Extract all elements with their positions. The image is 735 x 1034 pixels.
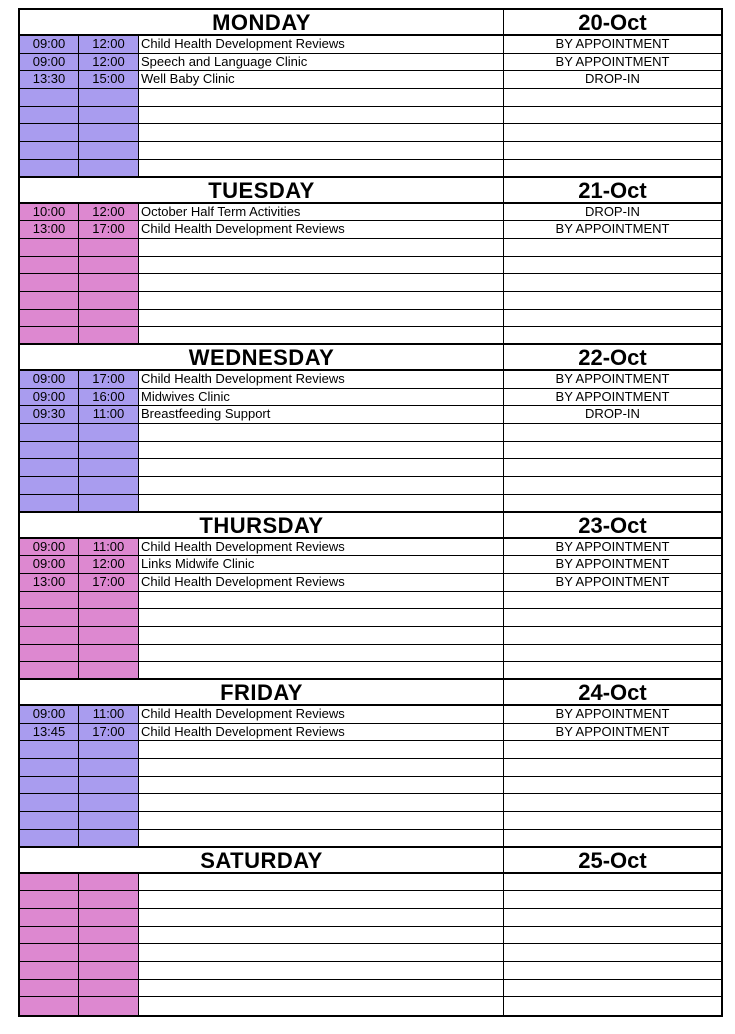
session-row (20, 874, 721, 892)
end-time-cell (79, 495, 139, 511)
day-header (20, 680, 721, 706)
start-time-cell (20, 292, 79, 309)
start-time-cell: 09:00 (20, 371, 79, 388)
session-row (20, 627, 721, 645)
activity-cell (139, 794, 504, 811)
activity-cell: Well Baby Clinic (139, 71, 504, 88)
end-time-cell (79, 794, 139, 811)
end-time-cell (79, 592, 139, 609)
session-row (20, 327, 721, 345)
end-time-cell (79, 997, 139, 1015)
attendance-type-cell: DROP-IN (585, 71, 640, 87)
session-row (20, 204, 721, 222)
activity-cell (139, 777, 504, 794)
start-time-cell (20, 759, 79, 776)
start-time-cell (20, 107, 79, 124)
start-time-cell: 13:45 (20, 724, 79, 741)
attendance-type-cell: BY APPOINTMENT (555, 573, 670, 589)
end-time-cell: 12:00 (79, 556, 139, 573)
end-time-cell (79, 645, 139, 662)
start-time-cell (20, 874, 79, 891)
attendance-type-cell (504, 495, 721, 511)
day-header (20, 513, 721, 539)
activity-cell (139, 310, 504, 327)
attendance-type-cell (504, 927, 721, 944)
session-row (20, 257, 721, 275)
day-name: THURSDAY (20, 513, 504, 537)
activity-cell: October Half Term Activities (139, 204, 504, 221)
start-time-cell (20, 891, 79, 908)
activity-cell (139, 944, 504, 961)
activity-cell (139, 142, 504, 159)
start-time-cell (20, 944, 79, 961)
end-time-cell: 12:00 (79, 54, 139, 71)
session-row (20, 89, 721, 107)
end-time-cell (79, 257, 139, 274)
activity-cell (139, 997, 504, 1015)
activity-cell (139, 327, 504, 343)
day-section-saturday (20, 848, 721, 1016)
end-time-cell: 11:00 (79, 539, 139, 556)
day-date: 23-Oct (578, 512, 647, 538)
session-row (20, 980, 721, 998)
start-time-cell: 13:00 (20, 574, 79, 591)
day-date: 24-Oct (578, 680, 647, 705)
session-row (20, 406, 721, 424)
attendance-type-cell (504, 962, 721, 979)
start-time-cell: 09:00 (20, 389, 79, 406)
end-time-cell (79, 327, 139, 343)
session-row (20, 310, 721, 328)
start-time-cell (20, 495, 79, 511)
end-time-cell: 12:00 (79, 36, 139, 53)
activity-cell: Child Health Development Reviews (139, 539, 504, 556)
day-name: WEDNESDAY (20, 345, 504, 369)
session-row (20, 891, 721, 909)
attendance-type-cell (504, 997, 721, 1015)
start-time-cell (20, 310, 79, 327)
activity-cell (139, 891, 504, 908)
session-row (20, 477, 721, 495)
session-row (20, 741, 721, 759)
day-name: SATURDAY (20, 848, 504, 872)
end-time-cell: 15:00 (79, 71, 139, 88)
attendance-type-cell (504, 424, 721, 441)
end-time-cell (79, 741, 139, 758)
session-row (20, 794, 721, 812)
weekly-timetable (18, 8, 723, 1017)
start-time-cell (20, 124, 79, 141)
session-row (20, 221, 721, 239)
activity-cell (139, 627, 504, 644)
start-time-cell (20, 424, 79, 441)
attendance-type-cell (504, 592, 721, 609)
end-time-cell (79, 424, 139, 441)
activity-cell: Speech and Language Clinic (139, 54, 504, 71)
activity-cell (139, 662, 504, 678)
attendance-type-cell (504, 891, 721, 908)
end-time-cell (79, 292, 139, 309)
attendance-type-cell: DROP-IN (585, 203, 640, 219)
session-row (20, 944, 721, 962)
activity-cell (139, 257, 504, 274)
attendance-type-cell (504, 830, 721, 846)
attendance-type-cell (504, 609, 721, 626)
end-time-cell: 11:00 (79, 706, 139, 723)
activity-cell (139, 442, 504, 459)
end-time-cell (79, 477, 139, 494)
end-time-cell (79, 830, 139, 846)
day-name: TUESDAY (20, 178, 504, 202)
start-time-cell (20, 160, 79, 176)
start-time-cell (20, 89, 79, 106)
start-time-cell (20, 239, 79, 256)
end-time-cell (79, 274, 139, 291)
end-time-cell (79, 239, 139, 256)
attendance-type-cell (504, 257, 721, 274)
activity-cell (139, 495, 504, 511)
session-row (20, 36, 721, 54)
attendance-type-cell (504, 160, 721, 176)
session-row (20, 459, 721, 477)
start-time-cell (20, 645, 79, 662)
end-time-cell (79, 962, 139, 979)
attendance-type-cell (504, 442, 721, 459)
attendance-type-cell: DROP-IN (585, 406, 640, 422)
day-date: 22-Oct (578, 345, 647, 370)
start-time-cell (20, 980, 79, 997)
attendance-type-cell (504, 741, 721, 758)
session-row (20, 662, 721, 680)
start-time-cell (20, 830, 79, 846)
attendance-type-cell (504, 980, 721, 997)
attendance-type-cell (504, 477, 721, 494)
session-row (20, 160, 721, 178)
attendance-type-cell (504, 874, 721, 891)
attendance-type-cell (504, 292, 721, 309)
start-time-cell (20, 794, 79, 811)
activity-cell: Child Health Development Reviews (139, 221, 504, 238)
attendance-type-cell: BY APPOINTMENT (555, 388, 670, 404)
day-section-friday (20, 680, 721, 848)
activity-cell: Child Health Development Reviews (139, 574, 504, 591)
end-time-cell (79, 124, 139, 141)
day-section-wednesday (20, 345, 721, 513)
session-row (20, 609, 721, 627)
end-time-cell: 17:00 (79, 724, 139, 741)
end-time-cell (79, 310, 139, 327)
activity-cell: Midwives Clinic (139, 389, 504, 406)
session-row (20, 777, 721, 795)
activity-cell: Links Midwife Clinic (139, 556, 504, 573)
activity-cell (139, 239, 504, 256)
attendance-type-cell: BY APPOINTMENT (555, 538, 670, 554)
start-time-cell (20, 962, 79, 979)
day-date: 21-Oct (578, 177, 647, 203)
activity-cell (139, 89, 504, 106)
attendance-type-cell: BY APPOINTMENT (555, 706, 670, 721)
start-time-cell (20, 741, 79, 758)
end-time-cell (79, 160, 139, 176)
session-row (20, 909, 721, 927)
attendance-type-cell (504, 124, 721, 141)
end-time-cell: 17:00 (79, 221, 139, 238)
attendance-type-cell: BY APPOINTMENT (555, 53, 670, 69)
session-row (20, 927, 721, 945)
attendance-type-cell (504, 327, 721, 343)
session-rows (20, 36, 721, 178)
start-time-cell (20, 327, 79, 343)
activity-cell (139, 292, 504, 309)
day-header (20, 345, 721, 371)
session-rows (20, 539, 721, 681)
session-row (20, 442, 721, 460)
day-header (20, 10, 721, 36)
activity-cell: Child Health Development Reviews (139, 724, 504, 741)
end-time-cell (79, 442, 139, 459)
start-time-cell (20, 442, 79, 459)
activity-cell (139, 160, 504, 176)
attendance-type-cell (504, 662, 721, 678)
attendance-type-cell: BY APPOINTMENT (555, 556, 670, 572)
day-section-thursday (20, 513, 721, 681)
start-time-cell: 09:00 (20, 556, 79, 573)
end-time-cell: 12:00 (79, 204, 139, 221)
attendance-type-cell (504, 794, 721, 811)
session-row (20, 424, 721, 442)
start-time-cell: 13:30 (20, 71, 79, 88)
session-row (20, 830, 721, 848)
start-time-cell: 09:00 (20, 36, 79, 53)
session-row (20, 495, 721, 513)
day-header (20, 178, 721, 204)
activity-cell: Breastfeeding Support (139, 406, 504, 423)
activity-cell (139, 909, 504, 926)
start-time-cell: 09:00 (20, 706, 79, 723)
end-time-cell (79, 142, 139, 159)
attendance-type-cell (504, 777, 721, 794)
activity-cell (139, 741, 504, 758)
attendance-type-cell: BY APPOINTMENT (555, 371, 670, 386)
start-time-cell (20, 592, 79, 609)
activity-cell (139, 609, 504, 626)
activity-cell (139, 592, 504, 609)
session-row (20, 574, 721, 592)
start-time-cell (20, 812, 79, 829)
start-time-cell (20, 909, 79, 926)
activity-cell (139, 759, 504, 776)
end-time-cell (79, 107, 139, 124)
session-row (20, 239, 721, 257)
attendance-type-cell (504, 310, 721, 327)
start-time-cell: 09:30 (20, 406, 79, 423)
end-time-cell (79, 891, 139, 908)
session-row (20, 142, 721, 160)
activity-cell (139, 459, 504, 476)
day-name: FRIDAY (20, 680, 504, 704)
activity-cell (139, 274, 504, 291)
session-rows (20, 204, 721, 346)
activity-cell (139, 812, 504, 829)
session-row (20, 539, 721, 557)
end-time-cell (79, 927, 139, 944)
day-section-monday (20, 10, 721, 178)
end-time-cell (79, 812, 139, 829)
day-header (20, 848, 721, 874)
activity-cell: Child Health Development Reviews (139, 706, 504, 723)
attendance-type-cell (504, 944, 721, 961)
activity-cell (139, 962, 504, 979)
session-row (20, 124, 721, 142)
session-row (20, 645, 721, 663)
start-time-cell (20, 997, 79, 1015)
end-time-cell: 17:00 (79, 371, 139, 388)
session-row (20, 107, 721, 125)
start-time-cell: 10:00 (20, 204, 79, 221)
session-row (20, 812, 721, 830)
session-row (20, 274, 721, 292)
end-time-cell (79, 777, 139, 794)
activity-cell (139, 424, 504, 441)
activity-cell (139, 124, 504, 141)
activity-cell: Child Health Development Reviews (139, 36, 504, 53)
start-time-cell: 13:00 (20, 221, 79, 238)
session-row (20, 592, 721, 610)
start-time-cell (20, 257, 79, 274)
activity-cell (139, 830, 504, 846)
start-time-cell (20, 477, 79, 494)
attendance-type-cell (504, 274, 721, 291)
activity-cell (139, 927, 504, 944)
start-time-cell: 09:00 (20, 539, 79, 556)
activity-cell: Child Health Development Reviews (139, 371, 504, 388)
attendance-type-cell: BY APPOINTMENT (555, 723, 670, 739)
attendance-type-cell (504, 89, 721, 106)
end-time-cell (79, 627, 139, 644)
attendance-type-cell (504, 459, 721, 476)
activity-cell (139, 477, 504, 494)
end-time-cell (79, 609, 139, 626)
end-time-cell (79, 944, 139, 961)
session-rows (20, 874, 721, 1016)
session-row (20, 371, 721, 389)
attendance-type-cell (504, 909, 721, 926)
start-time-cell (20, 927, 79, 944)
activity-cell (139, 645, 504, 662)
session-rows (20, 706, 721, 848)
attendance-type-cell (504, 812, 721, 829)
end-time-cell (79, 980, 139, 997)
attendance-type-cell: BY APPOINTMENT (555, 36, 670, 51)
end-time-cell (79, 459, 139, 476)
attendance-type-cell (504, 645, 721, 662)
start-time-cell (20, 662, 79, 678)
session-row (20, 389, 721, 407)
day-section-tuesday (20, 178, 721, 346)
start-time-cell (20, 627, 79, 644)
end-time-cell (79, 662, 139, 678)
end-time-cell: 16:00 (79, 389, 139, 406)
end-time-cell (79, 759, 139, 776)
attendance-type-cell (504, 759, 721, 776)
activity-cell (139, 874, 504, 891)
end-time-cell: 17:00 (79, 574, 139, 591)
attendance-type-cell (504, 627, 721, 644)
day-date: 25-Oct (578, 847, 647, 873)
day-name: MONDAY (20, 10, 504, 34)
end-time-cell (79, 909, 139, 926)
attendance-type-cell (504, 142, 721, 159)
start-time-cell (20, 274, 79, 291)
end-time-cell (79, 874, 139, 891)
session-row (20, 71, 721, 89)
session-row (20, 997, 721, 1015)
start-time-cell: 09:00 (20, 54, 79, 71)
start-time-cell (20, 777, 79, 794)
session-row (20, 54, 721, 72)
session-row (20, 724, 721, 742)
session-rows (20, 371, 721, 513)
end-time-cell (79, 89, 139, 106)
attendance-type-cell: BY APPOINTMENT (555, 221, 670, 237)
start-time-cell (20, 609, 79, 626)
day-date: 20-Oct (578, 10, 647, 35)
session-row (20, 292, 721, 310)
session-row (20, 962, 721, 980)
attendance-type-cell (504, 239, 721, 256)
activity-cell (139, 980, 504, 997)
start-time-cell (20, 142, 79, 159)
activity-cell (139, 107, 504, 124)
session-row (20, 556, 721, 574)
end-time-cell: 11:00 (79, 406, 139, 423)
start-time-cell (20, 459, 79, 476)
session-row (20, 759, 721, 777)
session-row (20, 706, 721, 724)
attendance-type-cell (504, 107, 721, 124)
